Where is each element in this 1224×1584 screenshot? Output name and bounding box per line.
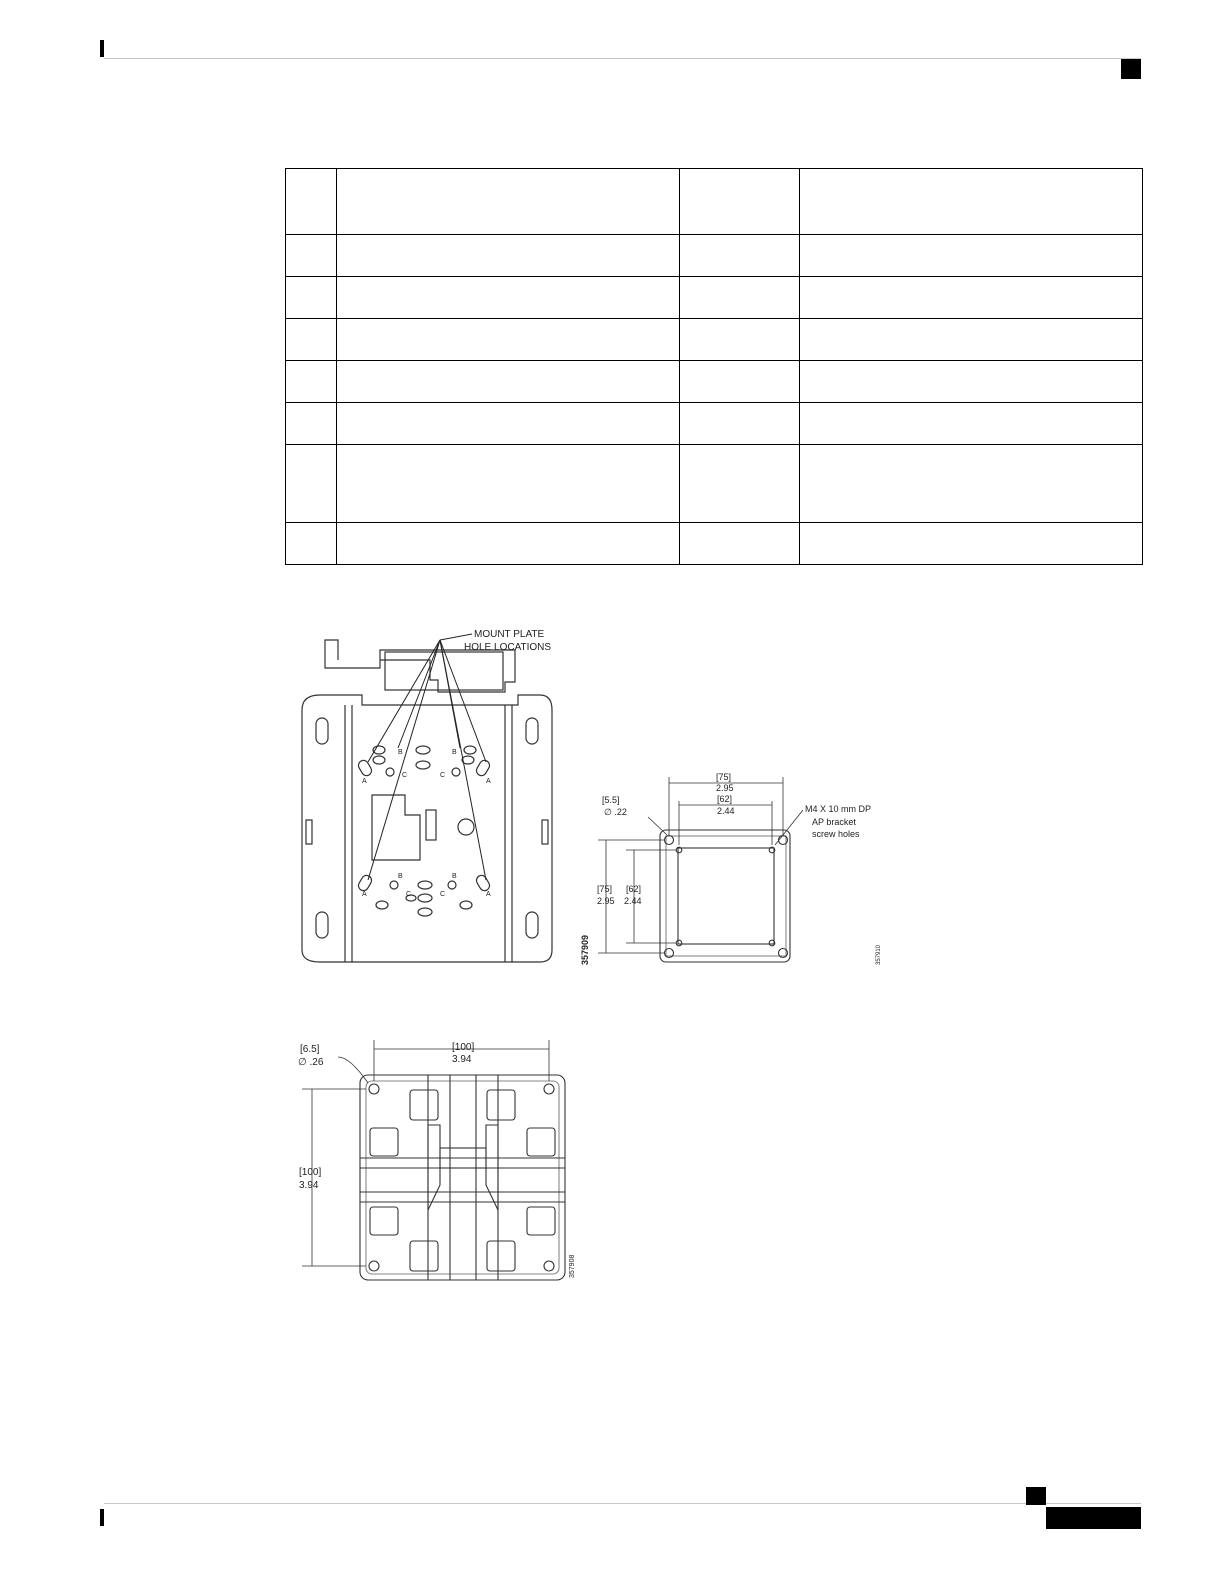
hole-dim-in: ∅ .26 — [298, 1057, 324, 1068]
housing-box — [385, 652, 503, 690]
table-row — [286, 169, 1143, 235]
screw-hole — [676, 940, 682, 946]
left-dim-in: 3.94 — [299, 1180, 319, 1191]
svg-text:B: B — [452, 873, 457, 880]
svg-text:A: A — [362, 891, 367, 898]
keyhole-slot — [526, 912, 538, 938]
inner-square — [678, 848, 774, 944]
corner-hole — [544, 1261, 554, 1271]
header-rule — [104, 58, 1141, 59]
table-row — [286, 445, 1143, 523]
svg-text:A: A — [486, 891, 491, 898]
outer-square — [666, 836, 786, 956]
hole-dim-in: ∅ .22 — [604, 807, 627, 817]
top-dim-in: 3.94 — [452, 1054, 472, 1065]
table-row — [286, 277, 1143, 319]
figure-id: 357909 — [580, 934, 590, 965]
svg-text:C: C — [440, 891, 446, 898]
svg-text:B: B — [398, 873, 403, 880]
callout-line-2: HOLE LOCATIONS — [464, 642, 552, 653]
left-outer-dim-in: 2.95 — [597, 896, 615, 906]
side-tab — [306, 820, 312, 844]
plate-outline — [302, 695, 552, 962]
hole-leader — [648, 817, 667, 835]
table-row — [286, 235, 1143, 277]
svg-text:C: C — [402, 772, 408, 779]
footer-rule — [104, 1503, 1141, 1504]
bracket-plate — [660, 830, 790, 962]
upper-hole-group — [357, 746, 492, 777]
hole-dim-mm: [5.5] — [602, 795, 620, 805]
left-inner-dim-mm: [62] — [626, 884, 642, 894]
svg-text:B: B — [398, 749, 403, 756]
mount-plate-figure — [290, 620, 600, 970]
left-dim-mm: [100] — [299, 1167, 322, 1178]
bracket-pattern-figure — [590, 765, 890, 970]
left-inner-dim-in: 2.44 — [624, 896, 642, 906]
screw-note-1: M4 X 10 mm DP — [805, 804, 872, 814]
lower-hole-group — [357, 874, 492, 916]
table-row — [286, 361, 1143, 403]
left-outer-dim-mm: [75] — [597, 884, 613, 894]
top-dim-mm: [100] — [452, 1042, 475, 1053]
footer-margin-mark — [100, 1509, 104, 1526]
outer-dim-mm: [75] — [716, 772, 732, 782]
svg-text:A: A — [362, 778, 367, 785]
table-row — [286, 319, 1143, 361]
plate-cutout — [372, 795, 420, 860]
center-slot — [426, 810, 436, 840]
side-tab — [542, 820, 548, 844]
corner-hole — [369, 1084, 379, 1094]
table-row — [286, 403, 1143, 445]
svg-text:C: C — [440, 772, 446, 779]
svg-text:B: B — [452, 749, 457, 756]
center-hole — [458, 819, 474, 835]
inner-dim-mm: [62] — [717, 794, 733, 804]
callout-leaders — [368, 634, 486, 880]
screw-note-3: screw holes — [812, 829, 860, 839]
footer-page-tab — [1046, 1507, 1141, 1529]
figure-id: 357908 — [569, 1254, 576, 1278]
plate-inner-edge — [366, 1081, 559, 1274]
plate-pads — [370, 1090, 555, 1271]
figure-id: 357910 — [876, 944, 882, 965]
square-plate-figure — [290, 1035, 590, 1285]
table-row — [286, 523, 1143, 565]
footer-tab-marker — [1026, 1487, 1046, 1505]
square-plate — [360, 1075, 565, 1280]
header-margin-mark — [100, 40, 104, 57]
inner-dim-in: 2.44 — [717, 806, 735, 816]
corner-hole — [369, 1261, 379, 1271]
dimension-lines — [302, 1040, 549, 1266]
header-tab-marker — [1121, 59, 1141, 79]
parts-table — [285, 168, 1143, 565]
screw-note-2: AP bracket — [812, 817, 856, 827]
corner-hole — [544, 1084, 554, 1094]
svg-text:A: A — [486, 778, 491, 785]
screw-leader — [775, 810, 803, 845]
callout-line-1: MOUNT PLATE — [474, 629, 545, 640]
keyhole-slot — [316, 912, 328, 938]
keyhole-slot — [526, 718, 538, 744]
center-channel — [360, 1075, 565, 1280]
keyhole-slot — [316, 718, 328, 744]
hole-dim-mm: [6.5] — [300, 1044, 320, 1055]
svg-text:C: C — [406, 891, 412, 898]
outer-dim-in: 2.95 — [716, 783, 734, 793]
